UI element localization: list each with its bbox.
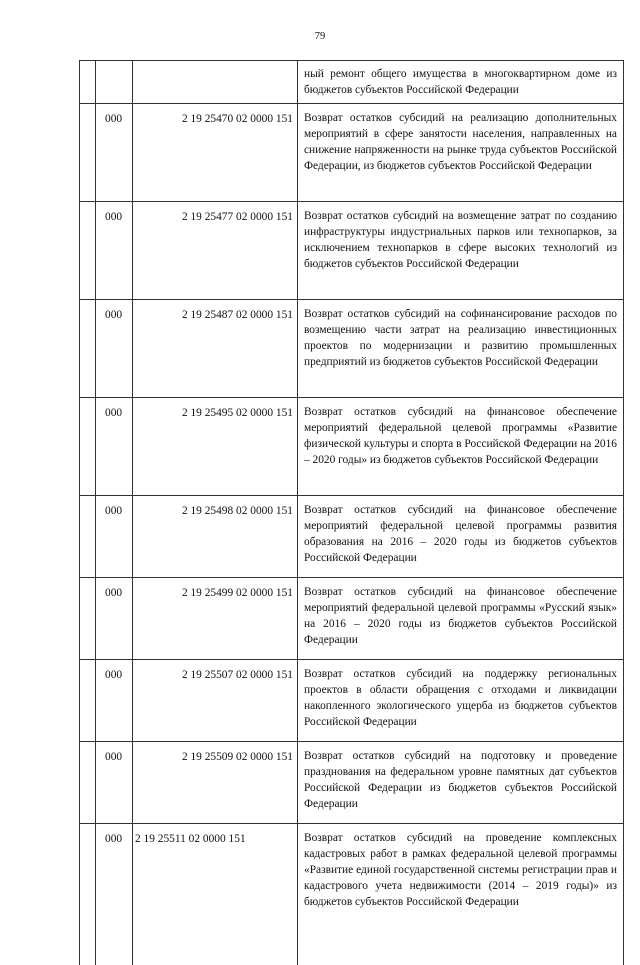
kbk-code-cell: 2 19 25498 02 0000 151 [133, 496, 298, 578]
empty-cell [80, 61, 96, 104]
table-row [80, 61, 624, 104]
admin-code-cell: 000 [96, 300, 133, 398]
description-cell: Возврат остатков субсидий на финансовое обеспечение мероприятий федеральной целевой программы развития образования на 2016 – 2020 годы из бюджетов субъектов Российской Федерации [298, 496, 624, 578]
description-cell: Возврат остатков субсидий на финансовое обеспечение мероприятий федеральной целевой программы «Русский язык» на 2016 – 2020 годы из бюджетов субъектов Российской Федерации [298, 578, 624, 660]
description-cell: ный ремонт общего имущества в многоквартирном доме из бюджетов субъектов Российской Федерации [298, 61, 624, 104]
empty-cell [96, 61, 133, 104]
budget-classification-table [79, 60, 624, 965]
description-cell: Возврат остатков субсидий на возмещение затрат по созданию инфраструктуры индустриальных парков или технопарков, за исключением технопарков в сфере высоких технологий из бюджетов субъектов Российской Федерации [298, 202, 624, 300]
description-cell: Возврат остатков субсидий на реализацию дополнительных мероприятий в сфере занятости населения, направленных на снижение напряженности на рынке труда субъектов Российской Федерации, из бюджетов субъектов Российской Федерации [298, 104, 624, 202]
table-row [80, 398, 624, 496]
kbk-code-cell: 2 19 25495 02 0000 151 [133, 398, 298, 496]
description-cell: Возврат остатков субсидий на софинансирование расходов по возмещению части затрат на реализацию инвестиционных проектов по модернизации и развитию промышленных предприятий из бюджетов субъектов Российской Федерации [298, 300, 624, 398]
admin-code-cell: 000 [96, 104, 133, 202]
table-row [80, 496, 624, 578]
kbk-code-cell: 2 19 25470 02 0000 151 [133, 104, 298, 202]
admin-code-cell: 000 [96, 496, 133, 578]
kbk-code-cell: 2 19 25477 02 0000 151 [133, 202, 298, 300]
description-cell: Возврат остатков субсидий на подготовку и проведение празднования на федеральном уровне памятных дат субъектов Российской Федерации из бюджетов субъектов Российской Федерации [298, 742, 624, 824]
table-row [80, 578, 624, 660]
table-row [80, 202, 624, 300]
kbk-code-cell: 2 19 25499 02 0000 151 [133, 578, 298, 660]
table-row [80, 742, 624, 824]
description-cell: Возврат остатков субсидий на поддержку региональных проектов в области обращения с отходами и ликвидации накопленного экологического ущерба из бюджетов субъектов Российской Федерации [298, 660, 624, 742]
description-cell: Возврат остатков субсидий на финансовое обеспечение мероприятий федеральной целевой программы «Развитие физической культуры и спорта в Российской Федерации на 2016 – 2020 годы» из бюджетов субъектов Российской Федерации [298, 398, 624, 496]
table-row [80, 300, 624, 398]
page-number: 79 [0, 31, 640, 42]
kbk-code-cell: 2 19 25507 02 0000 151 [133, 660, 298, 742]
kbk-code-cell: 2 19 25509 02 0000 151 [133, 742, 298, 824]
admin-code-cell: 000 [96, 824, 133, 965]
table-row [80, 660, 624, 742]
admin-code-cell: 000 [96, 742, 133, 824]
table-row [80, 824, 624, 965]
kbk-code-cell: 2 19 25511 02 0000 151 [133, 824, 298, 965]
admin-code-cell: 000 [96, 398, 133, 496]
admin-code-cell: 000 [96, 660, 133, 742]
empty-cell [133, 61, 298, 104]
description-cell: Возврат остатков субсидий на проведение комплексных кадастровых работ в рамках федеральной целевой программы «Развитие единой государственной системы регистрации прав и кадастрового учета недвижимости (2014 – 2019 годы)» из бюджетов субъектов Российской Федерации [298, 824, 624, 965]
admin-code-cell: 000 [96, 202, 133, 300]
kbk-code-cell: 2 19 25487 02 0000 151 [133, 300, 298, 398]
table-row [80, 104, 624, 202]
admin-code-cell: 000 [96, 578, 133, 660]
